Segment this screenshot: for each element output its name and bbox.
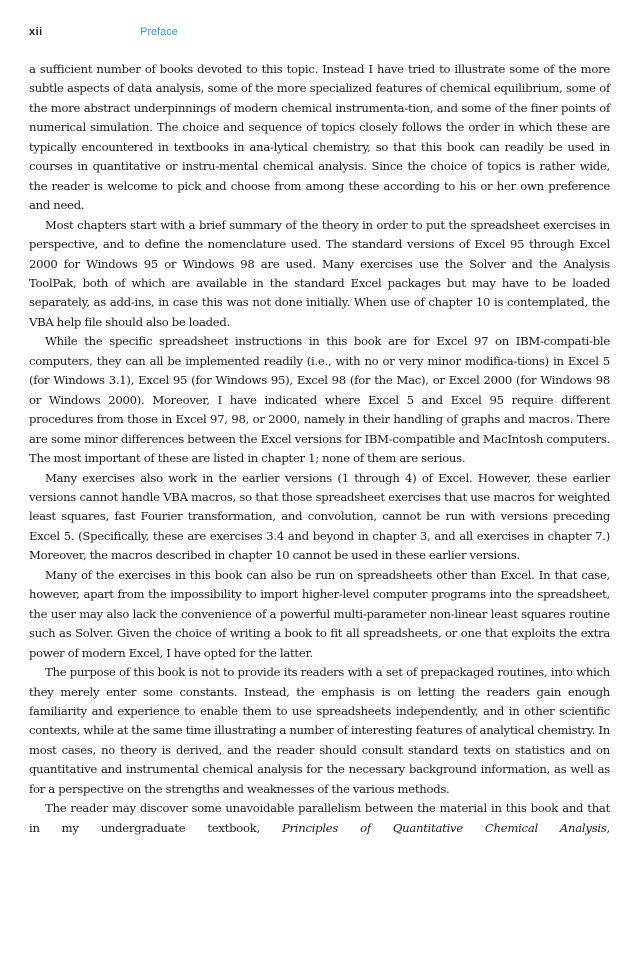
body-text: [29, 60, 610, 838]
paragraph-continued: [29, 799, 610, 838]
paragraph: Many exercises also work in the earlier versions (1 through 4) of Excel. However, these earlier versions cannot handle VBA macros, so that those spreadsheet exercises that use macros for weighted least squares, fast Fourier transformation, and convolution, cannot be run with versions preceding Excel 5. (Specifically, these are exercises 3.4 and beyond in chapter 3, and all exercises in chapter 7.) Moreover, the macros described in chapter 10 cannot be used in these earlier versions.: [29, 470, 610, 563]
page-number: xii: [29, 26, 43, 38]
paragraph: While the specific spreadsheet instructions in this book are for Excel 97 on IBM-compati-ble computers, they can all be implemented readily (i.e., with no or very minor modifica-tions) in Excel 5 (for Windows 3.1), Excel 95 (for Windows 95), Excel 98 (for the Mac), or Excel 2000 (for Windows 98 or Windows 2000). Moreover, I have indicated where Excel 5 and Excel 95 require different procedures from those in Excel 97, 98, or 2000, namely in their handling of graphs and macros. There are some minor differences between the Excel versions for IBM-compatible and MacIntosh computers. The most important of these are listed in chapter 1; none of them are serious.: [29, 334, 610, 466]
running-head: Preface: [140, 26, 178, 38]
paragraph: Many of the exercises in this book can also be run on spreadsheets other than Excel. In that case, however, apart from the impossibility to import higher-level computer programs into the spreadsheet, the user may also lack the convenience of a powerful multi-parameter non-linear least squares routine such as Solver. Given the choice of writing a book to fit all spreadsheets, or one that exploits the extra power of modern Excel, I have opted for the latter.: [29, 567, 610, 660]
paragraph: The purpose of this book is not to provide its readers with a set of prepackaged routines, into which they merely enter some constants. Instead, the emphasis is on letting the readers gain enough familiarity and experience to enable them to use spreadsheets independently, and in other scientific contexts, while at the same time illustrating a number of interesting features of analytical chemistry. In most cases, no theory is derived, and the reader should consult standard texts on statistics and on quantitative and instrumental chemical analysis for the necessary background information, as well as for a perspective on the strengths and weaknesses of the various methods.: [29, 665, 610, 796]
page-header: [29, 26, 178, 38]
paragraph: Most chapters start with a brief summary of the theory in order to put the spreadsheet exercises in perspective, and to define the nomenclature used. The standard versions of Excel 95 through Excel 2000 for Windows 95 or Windows 98 are used. Many exercises use the Solver and the Analysis ToolPak, both of which are available in the standard Excel packages but may have to be loaded separately, as add-ins, in case this was not done initially. When use of chapter 10 is contemplated, the VBA help file should also be loaded.: [29, 217, 610, 329]
paragraph-text: The reader may discover some unavoidable parallelism between the material in this book and that in my undergraduate textbook,: [29, 801, 610, 835]
paragraph-tail: ,: [606, 820, 610, 835]
paragraph: a sufficient number of books devoted to this topic. Instead I have tried to illustrate some of the more subtle aspects of data analysis, some of the more specialized features of chemical equilibrium, some of the more abstract underpinnings of modern chemical instrumenta-tion, and some of the finer points of numerical simulation. The choice and sequence of topics closely follows the order in which these are typically encountered in textbooks in ana-lytical chemistry, so that this book can readily be used in courses in quantitative or instru-mental chemical analysis. Since the choice of topics is rather wide, the reader is welcome to pick and choose from among these according to his or her own preference and need.: [29, 62, 610, 213]
book-title: Principles of Quantitative Chemical Analysis: [281, 820, 607, 835]
